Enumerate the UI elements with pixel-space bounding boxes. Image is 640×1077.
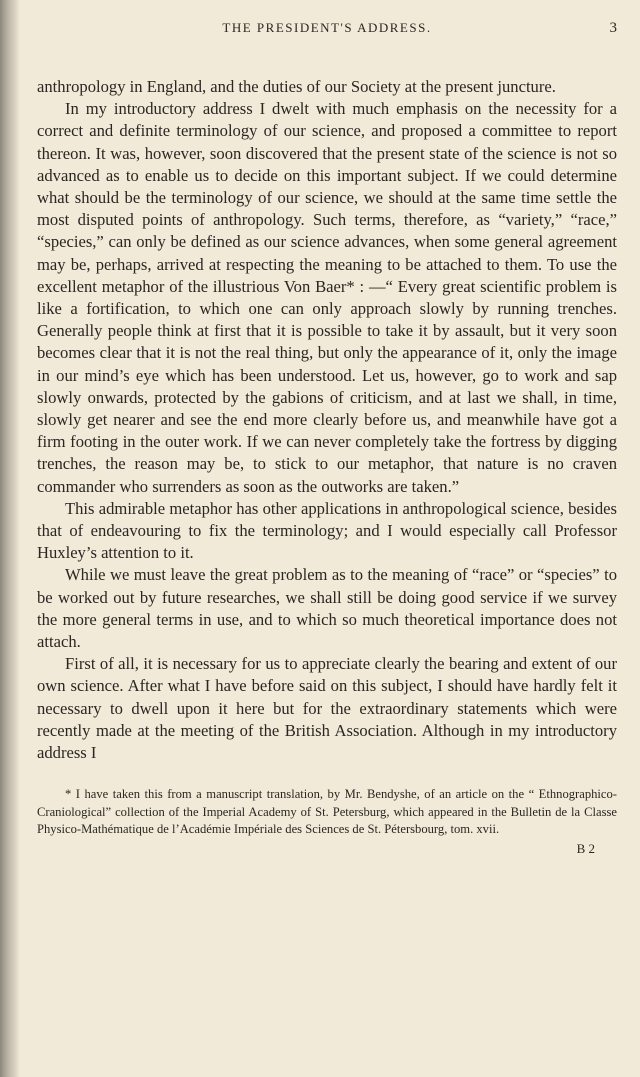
running-title: THE PRESIDENT'S ADDRESS. — [222, 20, 432, 35]
paragraph-continuation: anthropology in England, and the duties of our Society at the present juncture. — [37, 77, 556, 96]
paragraph-terminology: In my introductory address I dwelt with much emphasis on the necessity for a correct and definite terminology of our science, and proposed a committee to report thereon. It was, however, soon discovered that the present state of the science is not so advanced as to enable us to decide on this important subject. If we could determine what should be the terminology of our science, we should at the same time settle the most disputed points of anthropology. Such terms, therefore, as “variety,” “race,” “species,” can only be defined as our science advances, when some general agreement may be, perhaps, arrived at respecting the meaning to be attached to them. To use the excellent metaphor of the illustrious Von Baer* : —“ Every great scientific problem is like a fortification, to which one can only approach slowly by running trenches. Generally people think at first that it is possible to take it by assault, but it very soon becomes clear that it is not the real thing, but only the appearance of it, only the image in our mind’s eye which has been understood. Let us, however, go to work and sap slowly onwards, protected by the gabions of criticism, and at last we shall, in time, slowly get nearer and see the end more clearly before us, and meanwhile have got a firm footing in the outer work. If we can never completely take the fortress by digging trenches, the reason may be, to stick to our metaphor, that nature is no craven commander who surrenders as soon as the outworks are taken.” — [37, 99, 617, 496]
footnote — [37, 786, 617, 839]
page-number: 3 — [609, 20, 617, 36]
signature-mark: B 2 — [576, 840, 595, 856]
body-text — [37, 76, 617, 764]
binding-gutter — [0, 0, 20, 1077]
paragraph-race-species: While we must leave the great problem as to the meaning of “race” or “species” to be worked out by future researches, we shall still be doing good service if we survey the more general terms in use, and to which so much theoretical importance does not attach. — [37, 565, 617, 652]
paragraph-metaphor: This admirable metaphor has other applications in anthropological science, besides that of endeavouring to fix the terminology; and I would especially call Professor Huxley’s attention to it. — [37, 498, 617, 563]
paragraph-bearing-extent: First of all, it is necessary for us to appreciate clearly the bearing and extent of our own science. After what I have before said on this subject, I should have hardly felt it necessary to dwell upon it here but for the extraordinary statements which were recently made at the meeting of the British Association. Although in my introductory address I — [37, 654, 617, 763]
book-page — [37, 18, 617, 857]
footnote-text: * I have taken this from a manuscript translation, by Mr. Bendyshe, of an article on the “ Ethnographico-Craniological” collection of the Imperial Academy of St. Petersburg, which appeared in the Bulletin de la Classe Physico-Mathématique de l’Académie Impériale des Sciences de St. Pétersbourg, tom. xvii. — [37, 787, 617, 837]
running-header — [37, 18, 617, 40]
